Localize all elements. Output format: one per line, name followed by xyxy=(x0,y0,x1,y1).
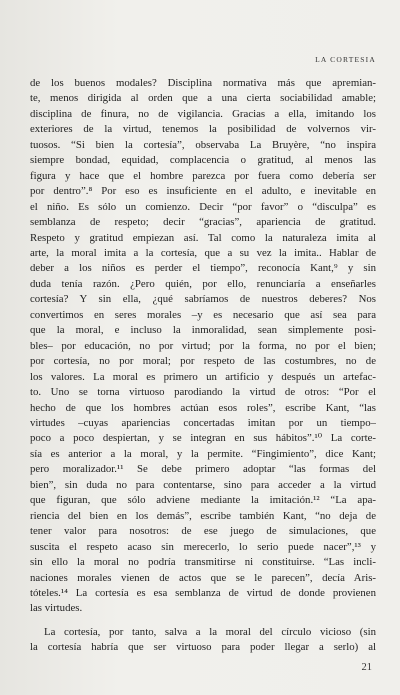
text-line: tener valor para nosotros: de ese juego de simulaciones, que xyxy=(30,525,376,538)
text-line: exteriores de la virtud, tenemos la posibilidad de volvernos vir- xyxy=(30,123,376,136)
text-line: por dentro”.⁸ Por eso es insuficiente en el adulto, e inevitable en xyxy=(30,185,376,198)
text-line: poco a poco despiertan, y se integran en sus hábitos”.¹⁰ La corte- xyxy=(30,432,376,445)
text-line: tuosos. “Si bien la cortesía”, observaba La Bruyère, “no inspira xyxy=(30,138,376,151)
text-line: Respeto y gratitud empiezan así. Tal como la naturaleza imita al xyxy=(30,231,376,244)
text-line: virtudes –cuyas apariencias concertadas imitan por un tiempo– xyxy=(30,416,376,429)
paragraph-2 xyxy=(30,625,376,656)
text-line: que la moral, e incluso la inmoralidad, sean simplemente posi- xyxy=(30,324,376,337)
text-line: bien”, sin duda no para contentarse, sino para acceder a la virtud xyxy=(30,478,376,491)
text-line: suscita el respeto acaso sin merecerlo, lo serio puede nacer”,¹³ y xyxy=(30,540,376,553)
text-line: figura y hace que el hombre parezca por fuera como debería ser xyxy=(30,169,376,182)
text-line: los valores. La moral es primero un artificio y después un artefac- xyxy=(30,370,376,383)
text-line: que figuran, que sólo adviene mediante la imitación.¹² “La apa- xyxy=(30,494,376,507)
text-line: disciplina de finura, no de vigilancia. Gracias a ella, imitando los xyxy=(30,107,376,120)
text-line: riencia del bien en los demás”, escribe también Kant, “no deja de xyxy=(30,509,376,522)
text-line: por cortesía, no por moral; por respeto de las costumbres, no de xyxy=(30,355,376,368)
text-line: el niño. Es sólo un comienzo. Decir “por favor” o “disculpa” es xyxy=(30,200,376,213)
text-line: de los buenos modales? Disciplina normativa más que apremian- xyxy=(30,77,376,89)
text-line: convertimos en seres morales –y es necesario que así sea para xyxy=(30,308,376,321)
text-line: te, menos dirigida al orden que a una cierta sociabilidad amable; xyxy=(30,92,376,105)
paragraph-1 xyxy=(30,76,376,617)
text-line: deber a los niños es perder el tiempo”, reconocía Kant,⁹ y sin xyxy=(30,262,376,275)
text-line: duda tenía razón. ¿Pero quién, por ello, renunciaría a enseñarles xyxy=(30,277,376,290)
text-line: las virtudes. xyxy=(30,602,83,615)
text-line: semblanza de respeto; decir “gracias”, apariencia de gratitud. xyxy=(30,216,376,229)
text-line: to. Uno se torna virtuoso parodiando la virtud de otros: “Por el xyxy=(30,386,376,399)
running-head: LA CORTESIA xyxy=(315,55,376,64)
text-line: la cortesía habría que ser virtuoso para poder llegar a serlo) al xyxy=(30,641,376,654)
text-line: arte, la moral imita a la cortesía, que a su vez la imita.. Hablar de xyxy=(30,246,376,259)
text-line: siempre bondad, equidad, complacencia o gratitud, al menos las xyxy=(30,154,376,167)
text-line: cortesía? Y sin ella, ¿qué sabríamos de nuestros deberes? Nos xyxy=(30,293,376,306)
page-number: 21 xyxy=(361,662,372,673)
text-line: sin ello la moral no podría transmitirse ni constituirse. “Las incli- xyxy=(30,556,376,569)
text-line: sía es anterior a la moral, y la permite. “Fingimiento”, dice Kant; xyxy=(30,447,376,460)
text-line: La cortesía, por tanto, salva a la moral del círculo vicioso (sin xyxy=(44,625,376,638)
text-line: pero moralizador.¹¹ Se debe primero adoptar “las formas del xyxy=(30,463,376,476)
text-line: bles– por educación, no por virtud; por la forma, no por el bien; xyxy=(30,339,376,352)
body-text xyxy=(30,76,376,656)
text-line: naciones morales vienen de actos que se le parecen”, decía Aris- xyxy=(30,571,376,584)
text-line: tóteles.¹⁴ La cortesía es esa semblanza de virtud de donde provienen xyxy=(30,586,376,599)
text-line: hecho de que los hombres actúan esos roles”, escribe Kant, “las xyxy=(30,401,376,414)
